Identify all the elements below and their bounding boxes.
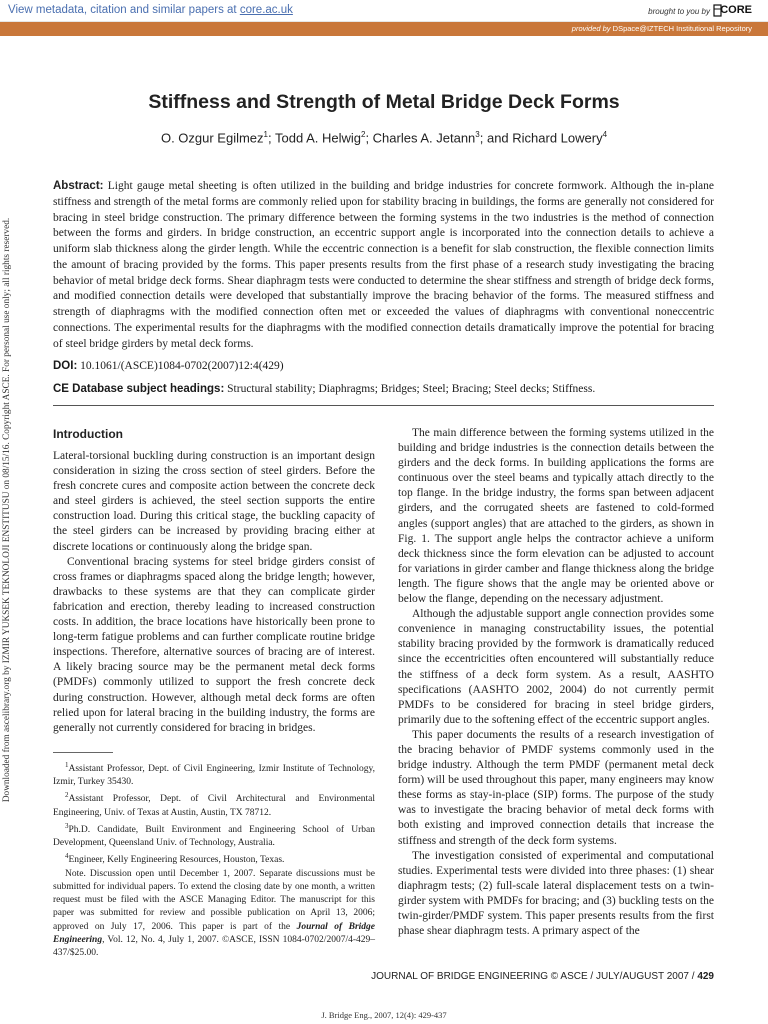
core-ac-uk-link[interactable]: core.ac.uk xyxy=(239,4,293,16)
core-link-prefix: View metadata, citation and similar papers at xyxy=(8,4,240,16)
right-paragraph-4: The investigation consisted of experimental and computational studies. Experimental tests were divided into three phases: (1) shear diaphragm tests; (2) full-scale lateral displacement tests on a twin-girder system with PMDFs for bracing; and (3) buckling tests on the twin-girder/PMDF system. This paper presents results from the first phase shear diaphragm tests. A primary aspect of the xyxy=(398,849,714,938)
doi-value[interactable]: 10.1061/(ASCE)1084-0702(2007)12:4(429) xyxy=(80,360,284,372)
left-column xyxy=(53,427,375,960)
note-text-a: Note. Discussion open until December 1, 2007. Separate discussions must be submitted for individual papers. To extend the closing date by one month, a written request must be filed with the ASCE Managing Editor. The manuscript for this paper was submitted for review and possible publication on April 13, 2006; approved on July 17, 2006. This paper is part of the xyxy=(53,868,375,932)
author-4-sup: 4 xyxy=(602,130,608,139)
paper-title: Stiffness and Strength of Metal Bridge Deck Forms xyxy=(148,91,620,113)
note-journal: Journal of Bridge Engineering xyxy=(53,921,375,945)
abstract xyxy=(53,179,714,352)
download-watermark: Downloaded from ascelibrary.org by IZMIR YUKSEK TEKNOLOJI ENSTITUSU on 08/15/16. Copyright ASCE. For personal use only; all rights reserved. xyxy=(2,217,12,803)
abstract-label: Abstract: xyxy=(53,180,104,192)
brought-to-you-by: brought to you by xyxy=(648,7,710,16)
footnote-3-text: Ph.D. Candidate, Built Environment and Engineering School of Urban Development, Queensland Univ. of Technology, Australia. xyxy=(53,825,375,849)
ce-value: Structural stability; Diaphragms; Bridges; Steel; Bracing; Steel decks; Stiffness. xyxy=(227,383,596,395)
footnote-1-sup: 1 xyxy=(65,760,69,769)
footnote-2 xyxy=(53,789,375,820)
right-paragraph-1: The main difference between the forming systems utilized in the building and bridge industries is the connection details between the girders and the deck forms. In building applications the forms are continuous over the steel beams and typically attach directly to the top flange. In the bridge industry, the forms span between adjacent girders, and the corrugated sheets are fastened to cold-formed angles (support angles) that are attached to the girders, as shown in Fig. 1. The support angle helps the contractor achieve a uniform deck thickness since the form elevation can be adjusted to account for variations in girder camber and flange thickness along the bridge length. The figure shows that the angle may be oriented above or below the flange, depending on the necessary adjustment. xyxy=(398,427,714,606)
intro-paragraph-2: Conventional bracing systems for steel bridge girders consist of cross frames or diaphragms spaced along the bridge length; however, drawbacks to these systems are that they can complicate girder fabrication and erection, thereby leading to increased construction costs. In addition, the brace locations have historically been prone to long-term fatigue problems and can further complicate routine bridge inspections. Therefore, alternative sources of bracing are of interest. A likely bracing source may be the permanent metal deck forms (PMDFs) commonly utilized to support the fresh concrete deck during construction. However, although metal deck forms are often relied upon for lateral bracing in the building industry, the forms are generally not currently considered for bracing in bridges. xyxy=(53,555,375,734)
doi-line xyxy=(53,360,714,372)
footnote-2-sup: 2 xyxy=(65,791,69,800)
discussion-note xyxy=(53,868,375,960)
footnote-2-text: Assistant Professor, Dept. of Civil Architectural and Environmental Engineering, Univ. of Texas at Austin, Austin, TX 78712. xyxy=(53,794,375,818)
footnote-1 xyxy=(53,759,375,790)
footnote-4 xyxy=(53,850,375,867)
right-column xyxy=(398,426,714,939)
right-paragraph-2: Although the adjustable support angle connection provides some convenience in managing constructability issues, the potential stability bracing provided by the formwork is dramatically reduced since the eccentricities often encountered will substantially reduce the stiffness of a deck form system. As a result, AASHTO specifications (AASHTO 2002, 2004) do not currently permit PMDFs to be considered for bracing in steel bridge girders, primarily due to the softening effect of the eccentric support angles. xyxy=(398,608,714,726)
doi-label: DOI: xyxy=(53,360,78,372)
footnote-3 xyxy=(53,820,375,851)
core-banner xyxy=(0,0,768,22)
author-3: ; Charles A. Jetann xyxy=(365,130,476,146)
author-1-sup: 1 xyxy=(263,130,268,139)
provided-by-bar xyxy=(0,22,768,36)
journal-footer-text: JOURNAL OF BRIDGE ENGINEERING © ASCE / JULY/AUGUST 2007 / xyxy=(371,971,698,982)
abstract-divider xyxy=(53,405,714,406)
abstract-text: Light gauge metal sheeting is often utilized in the building and bridge industries for concrete formwork. Although the in-plane stiffness and strength of the metal forms are commonly relied upon for stability bracing in buildings, the forms are generally not considered for bracing in steel bridge construction. The primary difference between the forming systems in the two industries is the method of connection between the forms and girders. In bridge construction, an eccentric support angle is incorporated into the connection details to achieve a uniform slab thickness along the girder length. While the eccentric connection is a benefit for slab construction, the flexible connection limits the amount of bracing provided by the forms. This paper presents results from the first phase of a research study investigating the bracing behavior of metal bridge deck forms. Shear diaphragm tests were conducted to determine the shear stiffness and strength of bridge deck forms, and modified connection details were developed that substantially improve the bracing behavior of the forms. The measured stiffness and strength of diaphragms with the modified connection often met or exceeded the values of diaphragms with conventional noneccentric connections. The experimental results for the diaphragms with the modified connection details dramatically improve the potential for bracing of steel bridge girders by metal deck forms. xyxy=(53,180,714,350)
note-text-b: , Vol. 12, No. 4, July 1, 2007. ©ASCE, ISSN 1084-0702/2007/4-429–437/$25.00. xyxy=(53,934,375,959)
citation-line: J. Bridge Eng., 2007, 12(4): 429-437 xyxy=(321,1010,447,1020)
footnote-divider xyxy=(53,752,113,753)
author-list xyxy=(0,130,768,145)
ce-label: CE Database subject headings: xyxy=(53,383,225,395)
intro-paragraph-1: Lateral-torsional buckling during construction is an important design consideration in sizing the cross section of steel girders. Before the fresh concrete cures and composite action between the concrete deck and steel girders is achieved, the steel section supports the entire construction load. During this critical stage, the buckling capacity of the steel girders can be increased by providing bracing either at discrete locations or continuously along the bridge span. xyxy=(53,450,375,553)
author-4: ; and Richard Lowery xyxy=(479,130,603,146)
core-logo[interactable]: CORE xyxy=(720,4,752,16)
author-2-sup: 2 xyxy=(360,130,366,139)
provided-by-label: provided by xyxy=(571,24,611,33)
page-number: 429 xyxy=(697,971,714,982)
provided-by-source: DSpace@IZTECH Institutional Repository xyxy=(612,24,752,33)
journal-footer xyxy=(371,971,714,982)
introduction-heading: Introduction xyxy=(53,427,123,441)
footnote-4-sup: 4 xyxy=(65,852,69,861)
author-1: O. Ozgur Egilmez xyxy=(160,130,264,146)
footnote-4-text: Engineer, Kelly Engineering Resources, Houston, Texas. xyxy=(68,855,285,866)
provided-by-text[interactable] xyxy=(572,24,752,33)
footnote-3-sup: 3 xyxy=(65,821,69,830)
core-metadata-link[interactable] xyxy=(8,4,293,16)
author-2: ; Todd A. Helwig xyxy=(268,130,361,146)
author-3-sup: 3 xyxy=(475,130,480,139)
right-paragraph-3: This paper documents the results of a research investigation of the bracing behavior of PMDF systems commonly used in the bridge industry. Although the term PMDF (permanent metal deck form) will be used throughout this paper, many engineers may know these forms as stay-in-place (SIP) forms. The purpose of the study was to investigate the bracing behavior of metal deck forms with both existing and improved connection details that increase the stiffness and strength of the deck form systems. xyxy=(398,728,714,847)
footnote-1-text: Assistant Professor, Dept. of Civil Engineering, Izmir Institute of Technology, Izmir, Turkey 35430. xyxy=(53,763,375,788)
ce-subject-headings xyxy=(53,383,714,395)
